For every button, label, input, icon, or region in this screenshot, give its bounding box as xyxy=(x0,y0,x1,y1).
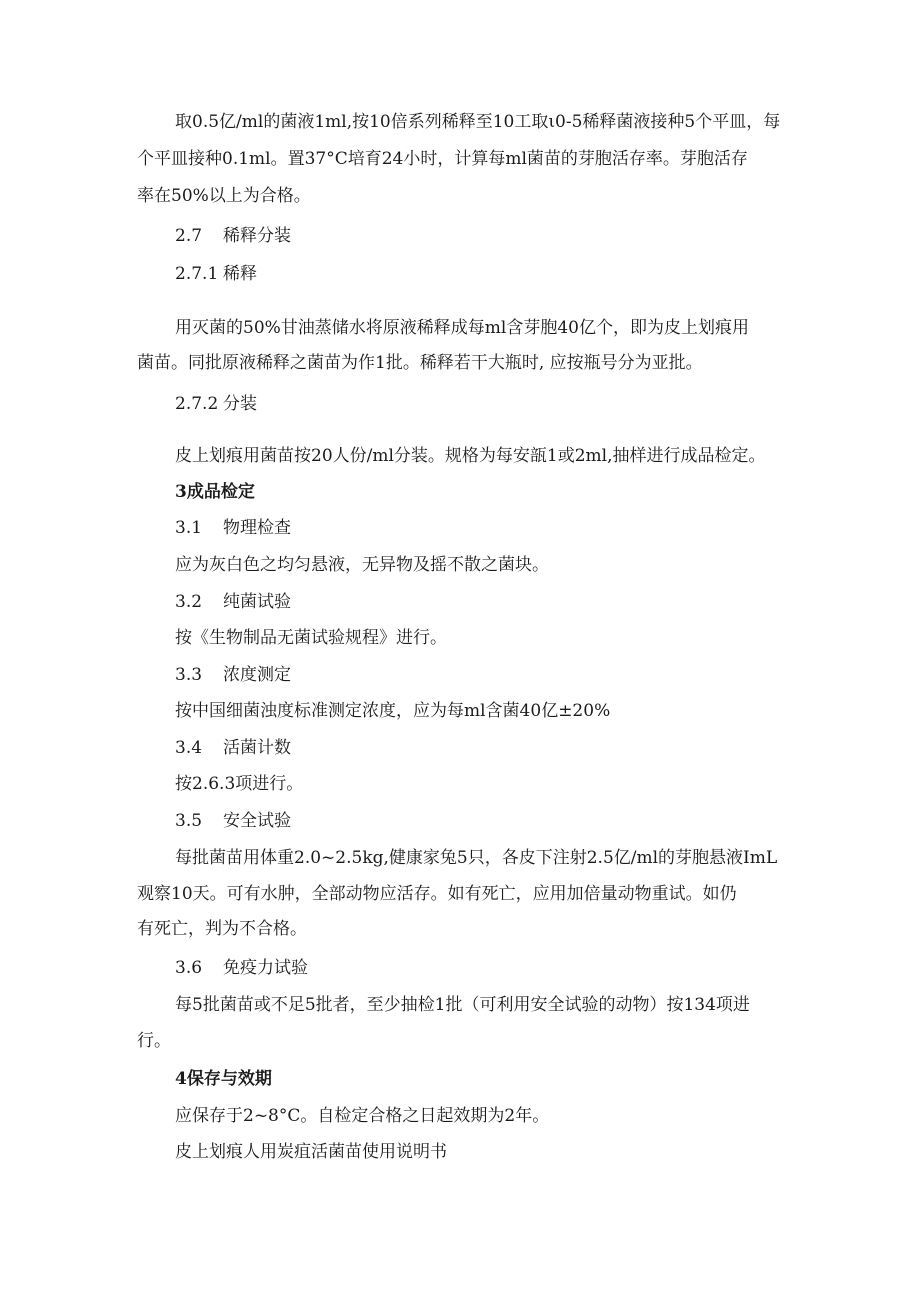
paragraph-3-6-line-1: 每5批菌苗或不足5批者，至少抽检1批（可利用安全试验的动物）按134项进 xyxy=(175,995,750,1015)
paragraph-viability-line-1: 取0.5亿/ml的菌液1ml,按10倍系列稀释至10工取ι0-5稀释菌液接种5个平皿，每 xyxy=(175,112,781,132)
section-3-heading: 3成品检定 xyxy=(175,482,255,502)
paragraph-3-5-line-3: 有死亡，判为不合格。 xyxy=(137,919,307,939)
section-title: 物理检查 xyxy=(223,518,291,538)
section-title: 纯菌试验 xyxy=(223,592,291,612)
section-title: 安全试验 xyxy=(223,811,291,831)
section-number: 3.5 xyxy=(175,811,203,831)
section-title: 稀释分装 xyxy=(223,226,291,246)
paragraph-3-5-line-1: 每批菌苗用体重2.0~2.5kg,健康家兔5只，各皮下注射2.5亿/ml的芽胞悬液ImL xyxy=(175,848,778,868)
paragraph-3-5-line-2: 观察10天。可有水肿，全部动物应活存。如有死亡，应用加倍量动物重试。如仍 xyxy=(137,884,737,904)
section-2-7-2-heading xyxy=(175,393,257,415)
section-number: 3.3 xyxy=(175,665,203,685)
section-number: 3.6 xyxy=(175,958,203,978)
section-number: 3.4 xyxy=(175,738,203,758)
next-document-title: 皮上划痕人用炭疽活菌苗使用说明书 xyxy=(175,1142,447,1162)
section-2-7-1-heading xyxy=(175,263,257,285)
paragraph-viability-line-2: 个平皿接种0.1ml。置37°C培育24小时，计算每ml菌苗的芽胞活存率。芽胞活存 xyxy=(137,149,748,169)
section-number: 3.2 xyxy=(175,592,203,612)
section-3-3-heading xyxy=(175,664,291,686)
paragraph-3-1: 应为灰白色之均匀悬液，无异物及摇不散之菌块。 xyxy=(175,555,549,575)
paragraph-packaging: 皮上划痕用菌苗按20人份/ml分装。规格为每安瓿1或2ml,抽样进行成品检定。 xyxy=(175,446,766,466)
section-title: 浓度测定 xyxy=(223,665,291,685)
paragraph-dilution-line-2: 菌苗。同批原液稀释之菌苗为作1批。稀释若干大瓶时, 应按瓶号分为亚批。 xyxy=(137,353,703,373)
paragraph-viability-line-3: 率在50%以上为合格。 xyxy=(137,186,311,206)
section-3-5-heading xyxy=(175,810,291,832)
section-number: 2.7.1 xyxy=(175,264,219,284)
section-title: 活菌计数 xyxy=(223,738,291,758)
section-2-7-heading xyxy=(175,225,291,247)
paragraph-dilution-line-1: 用灭菌的50%甘油蒸储水将原液稀释成每ml含芽胞40亿个，即为皮上划痕用 xyxy=(175,318,749,338)
section-3-1-heading xyxy=(175,517,291,539)
section-title: 分装 xyxy=(223,394,257,414)
section-title: 稀释 xyxy=(223,264,257,284)
section-4-heading: 4保存与效期 xyxy=(175,1069,272,1089)
section-3-4-heading xyxy=(175,737,291,759)
section-3-6-heading xyxy=(175,957,308,979)
section-3-2-heading xyxy=(175,591,291,613)
paragraph-4: 应保存于2~8°C。自检定合格之日起效期为2年。 xyxy=(175,1106,550,1126)
paragraph-3-3: 按中国细菌浊度标准测定浓度，应为每ml含菌40亿±20% xyxy=(175,701,611,721)
section-number: 2.7 xyxy=(175,226,203,246)
section-number: 3.1 xyxy=(175,518,203,538)
paragraph-3-6-line-2: 行。 xyxy=(137,1031,171,1051)
paragraph-3-2: 按《生物制品无菌试验规程》进行。 xyxy=(175,628,447,648)
section-title: 免疫力试验 xyxy=(223,958,308,978)
section-number: 2.7.2 xyxy=(175,394,219,414)
paragraph-3-4: 按2.6.3项进行。 xyxy=(175,774,304,794)
